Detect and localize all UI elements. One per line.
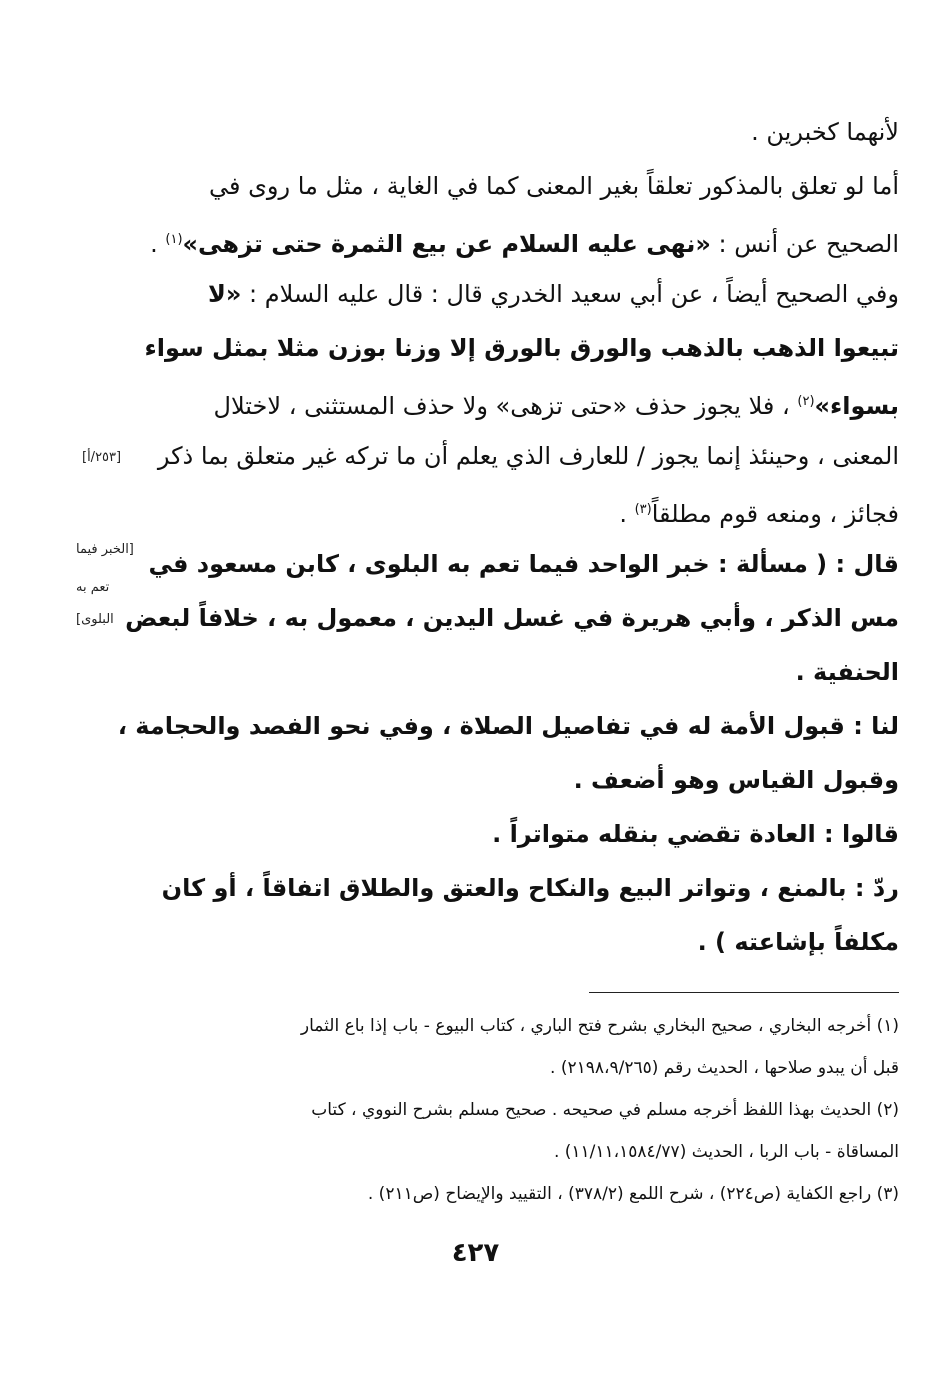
body-line-3-end: .	[150, 230, 166, 258]
footnote-ref-2: (٢)	[797, 394, 815, 409]
footnote-ref-1: (١)	[165, 232, 183, 247]
body-line-8-end: .	[619, 500, 635, 528]
margin-heading-line-3: البلوى]	[76, 612, 114, 627]
margin-heading-line-1: [الخبر فيما	[76, 542, 134, 557]
body-line-3-text: الصحيح عن أنس :	[710, 230, 899, 258]
body-line-10: مس الذكر ، وأبي هريرة في غسل اليدين ، معمول به ، خلافاً لبعض	[125, 604, 899, 632]
body-line-4-text: وفي الصحيح أيضاً ، عن أبي سعيد الخدري قال : قال عليه السلام :	[241, 280, 899, 308]
body-line-7: المعنى ، وحينئذ إنما يجوز / للعارف الذي يعلم أن ما تركه غير متعلق بما ذكر	[157, 442, 899, 470]
footnote-1-line-2: قبل أن يبدو صلاحها ، الحديث رقم (٢١٩٨،٩/٢٦٥) .	[550, 1058, 899, 1078]
body-line-13: وقبول القياس وهو أضعف .	[573, 766, 899, 794]
body-line-8-text: فجائز ، ومنعه قوم مطلقاً	[651, 500, 899, 528]
hadith-quote-1: «نهى عليه السلام عن بيع الثمرة حتى تزهى»	[182, 230, 711, 258]
margin-heading-line-2: تعم به	[76, 580, 110, 595]
body-line-9: قال : ( مسألة : خبر الواحد فيما تعم به البلوى ، كابن مسعود في	[148, 550, 899, 578]
page-number: ٤٢٧	[451, 1238, 500, 1268]
body-line-16: مكلفاً بإشاعته ) .	[697, 928, 899, 956]
body-line-1: لأنهما كخبرين .	[751, 118, 899, 146]
body-line-6-text: ، فلا يجوز حذف «حتى تزهى» ولا حذف المستثنى ، لاختلال	[213, 392, 798, 420]
footnote-ref-3: (٣)	[634, 502, 652, 517]
body-line-12: لنا : قبول الأمة له في تفاصيل الصلاة ، وفي نحو الفصد والحجامة ،	[117, 712, 899, 740]
body-line-2: أما لو تعلق بالمذكور تعلقاً بغير المعنى كما في الغاية ، مثل ما روى في	[209, 172, 899, 200]
body-line-15: ردّ : بالمنع ، وتواتر البيع والنكاح والعتق والطلاق اتفاقاً ، أو كان	[161, 874, 899, 902]
body-line-4	[140, 276, 899, 312]
body-line-3	[140, 222, 899, 262]
body-line-11: الحنفية .	[795, 658, 899, 686]
footnote-1-line-1: (١) أخرجه البخاري ، صحيح البخاري بشرح فتح الباري ، كتاب البيوع - باب إذا باع الثمار	[300, 1016, 899, 1036]
footnote-2-line-1: (٢) الحديث بهذا اللفظ أخرجه مسلم في صحيحه . صحيح مسلم بشرح النووي ، كتاب	[311, 1100, 899, 1120]
body-line-5: تبيعوا الذهب بالذهب والورق بالورق إلا وزنا بوزن مثلا بمثل سواء	[144, 334, 899, 362]
folio-marker: [٢٥٣/أ]	[82, 450, 122, 465]
body-line-6	[140, 384, 899, 424]
footnote-2-line-2: المساقاة - باب الربا ، الحديث (١١/١١،١٥٨٤/٧٧) .	[553, 1142, 899, 1162]
body-line-14: قالوا : العادة تقضي بنقله متواتراً .	[492, 820, 899, 848]
hadith-quote-2-start: «لا	[208, 280, 242, 308]
footnote-separator	[589, 992, 899, 993]
footnote-3: (٣) راجع الكفاية (ص٢٢٤) ، شرح اللمع (٣٧٨/٢) ، التقييد والإيضاح (ص٢١١) .	[367, 1184, 899, 1204]
hadith-quote-2-end: بسواء»	[814, 392, 899, 420]
body-line-8	[140, 492, 899, 532]
